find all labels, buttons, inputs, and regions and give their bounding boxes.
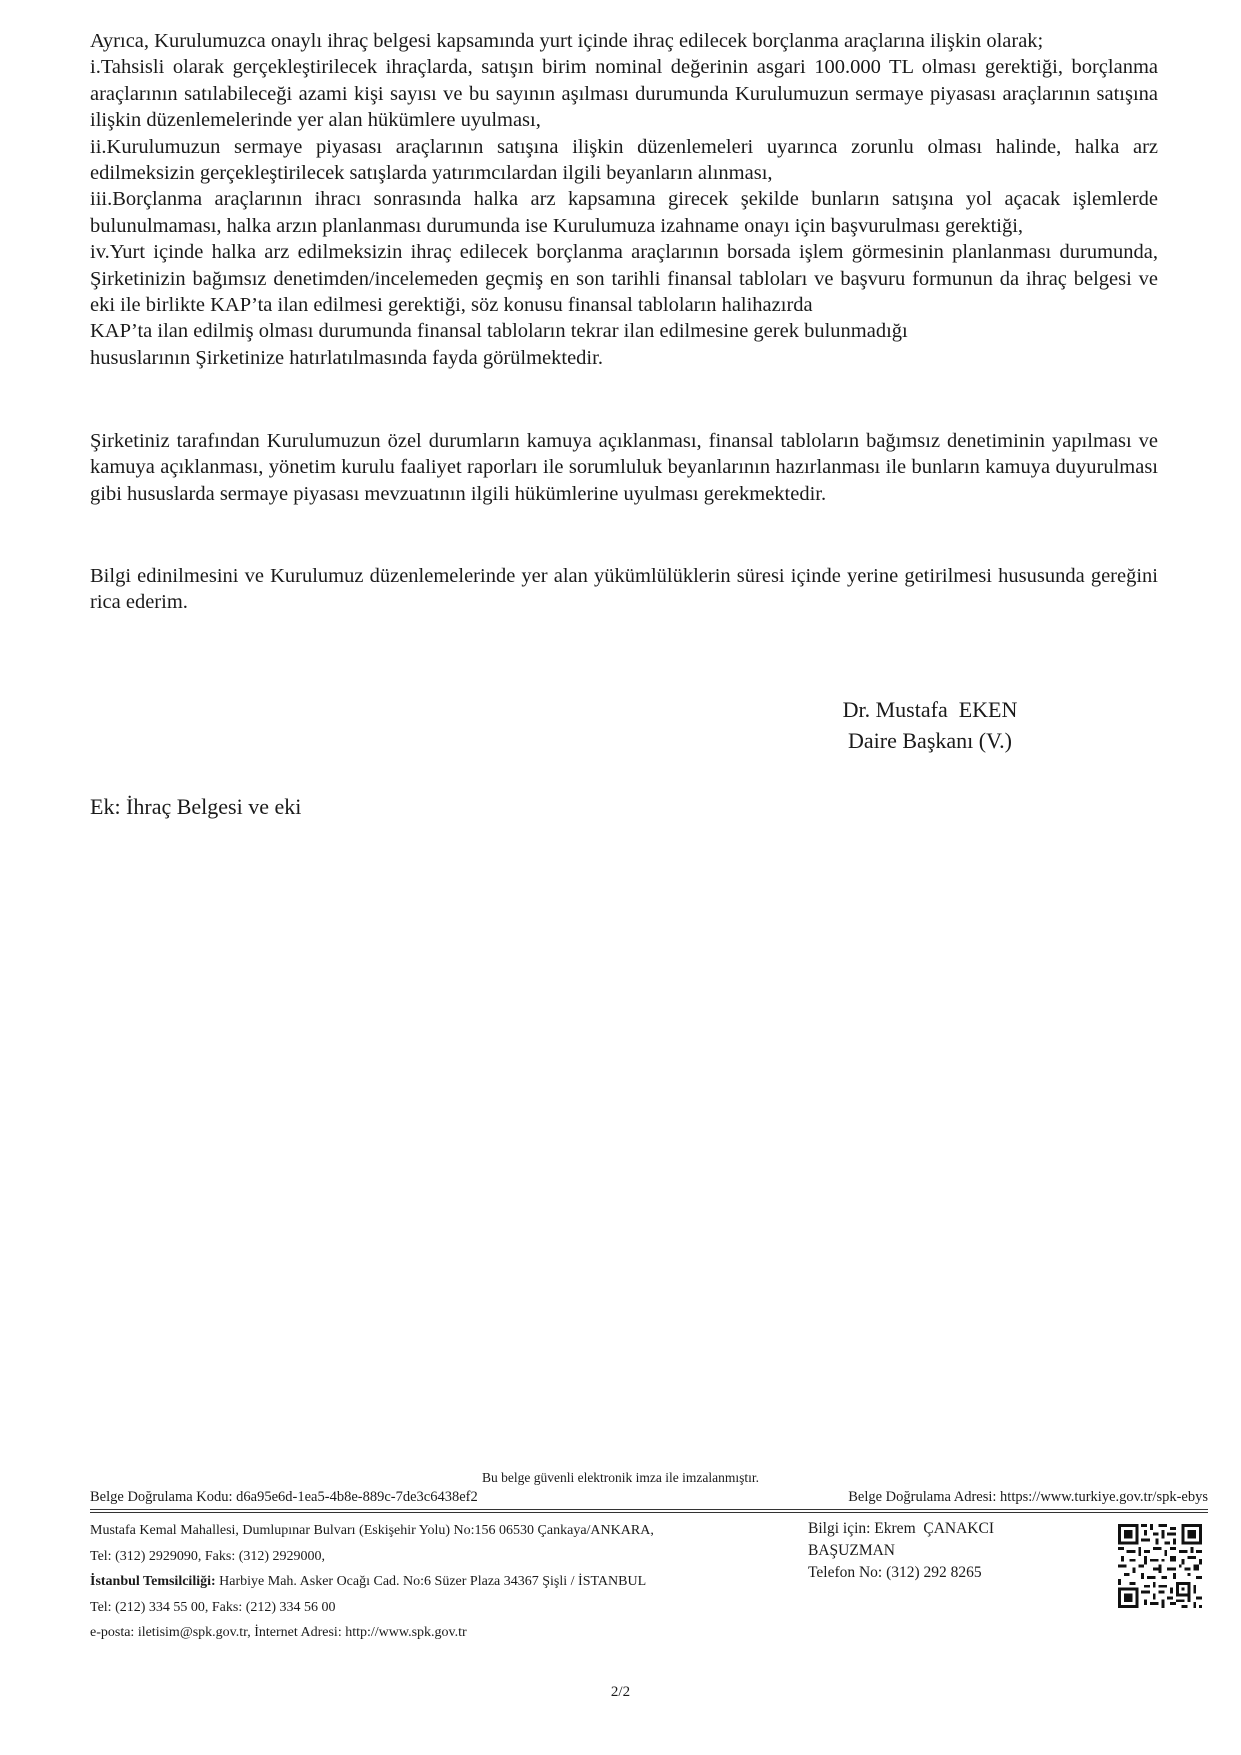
verification-address[interactable]: Belge Doğrulama Adresi: https://www.turkiye.gov.tr/spk-ebys [848,1489,1208,1505]
qr-code-icon [1118,1524,1202,1608]
footer-divider-secondary [90,1512,1208,1513]
address-line: Mustafa Kemal Mahallesi, Dumlupınar Bulvarı (Eskişehir Yolu) No:156 06530 Çankaya/ANKARA, [90,1523,654,1538]
istanbul-phone-line: Tel: (212) 334 55 00, Faks: (212) 334 56 00 [90,1599,336,1615]
attachment-note: Ek: İhraç Belgesi ve eki [90,794,302,819]
contact-person: Bilgi için: Ekrem ÇANAKCI [808,1520,994,1537]
item-iv: iv.Yurt içinde halka arz edilmeksizin ihraç edilecek borçlanma araçlarının borsada işlem görmesinin planlanması durumunda, Şirketinizin bağımsız denetimden/incelemeden geçmiş en son tarihli finansal tabloları ve başvuru formunun da ihraç belgesi ve eki ile birlikte KAP’ta ilan edilmesi gerektiği, söz konusu finansal tabloların halihazırda [90,241,1158,317]
intro-line: Ayrıca, Kurulumuzca onaylı ihraç belgesi kapsamında yurt içinde ihraç edilecek borçlanma araçlarına ilişkin olarak; [90,30,1044,52]
compliance-text: Şirketiniz tarafından Kurulumuzun özel durumların kamuya açıklanması, finansal tabloların bağımsız denetiminin yapılması ve kamuya açıklanması, yönetim kurulu faaliyet raporları ile sorumluluk beyanlarının hazırlanması ile bunların kamuya duyurulması gibi hususlarda sermaye piyasası mevzuatının ilgili hükümlerine uyulması gerekmektedir. [90,430,1158,505]
reminder-paragraph [90,28,1158,371]
reminder-closing-line: hususlarının Şirketinize hatırlatılmasında fayda görülmektedir. [90,346,603,369]
item-iii: iii.Borçlanma araçlarının ihracı sonrasında halka arz kapsamına girecek şekilde bunların satışına yol açacak işlemlerde bulunulmaması, halka arzın planlanması durumunda ise Kurulumuza izahname onayı için başvurulması gerektiği, [90,188,1158,237]
contact-phone: Telefon No: (312) 292 8265 [808,1564,982,1581]
verification-code: Belge Doğrulama Kodu: d6a95e6d-1ea5-4b8e-889c-7de3c6438ef2 [90,1489,478,1505]
contact-info [808,1518,1068,1584]
request-text: Bilgi edinilmesini ve Kurulumuz düzenlemelerinde yer alan yükümlülüklerin süresi içinde yerine getirilmesi hususunda gereğini rica ederim. [90,565,1158,614]
contact-role: BAŞUZMAN [808,1542,895,1559]
istanbul-office-line [90,1569,790,1595]
istanbul-office-label: İstanbul Temsilciliği: [90,1574,216,1589]
esign-note: Bu belge güvenli elektronik imza ile imzalanmıştır. [481,1470,760,1485]
compliance-paragraph [90,428,1158,507]
footer-divider [90,1509,1208,1510]
signature-block [780,694,1080,756]
signatory-name: Dr. Mustafa EKEN [842,697,1018,722]
item-iv-continuation: KAP’ta ilan edilmiş olması durumunda finansal tabloların tekrar ilan edilmesine gerek bulunmadığı [90,320,908,343]
item-i: i.Tahsisli olarak gerçekleştirilecek ihraçlarda, satışın birim nominal değerinin asgari 100.000 TL olması gerektiği, borçlanma araçlarının satılabileceği azami kişi sayısı ve bu sayının aşılması durumunda Kurulumuzun sermaye piyasası araçlarının satışına ilişkin düzenlemelerinde yer alan hükümlere uyulması, [90,56,1158,132]
signatory-title: Daire Başkanı (V.) [848,728,1012,753]
email-web-line[interactable]: e-posta: iletisim@spk.gov.tr, İnternet Adresi: http://www.spk.gov.tr [90,1625,467,1640]
item-ii: ii.Kurulumuzun sermaye piyasası araçlarının satışına ilişkin düzenlemeleri uyarınca zorunlu olması halinde, halka arz edilmeksizin gerçekleştirilecek satışlarda yatırımcılardan ilgili beyanların alınması, [90,135,1158,185]
page-number: 2/2 [610,1684,631,1700]
phone-fax-line: Tel: (312) 2929090, Faks: (312) 2929000, [90,1548,326,1564]
verification-row [90,1489,1208,1506]
request-paragraph [90,563,1158,616]
institution-address [90,1518,790,1646]
istanbul-office-address: Harbiye Mah. Asker Ocağı Cad. No:6 Süzer Plaza 34367 Şişli / İSTANBUL [215,1574,647,1589]
